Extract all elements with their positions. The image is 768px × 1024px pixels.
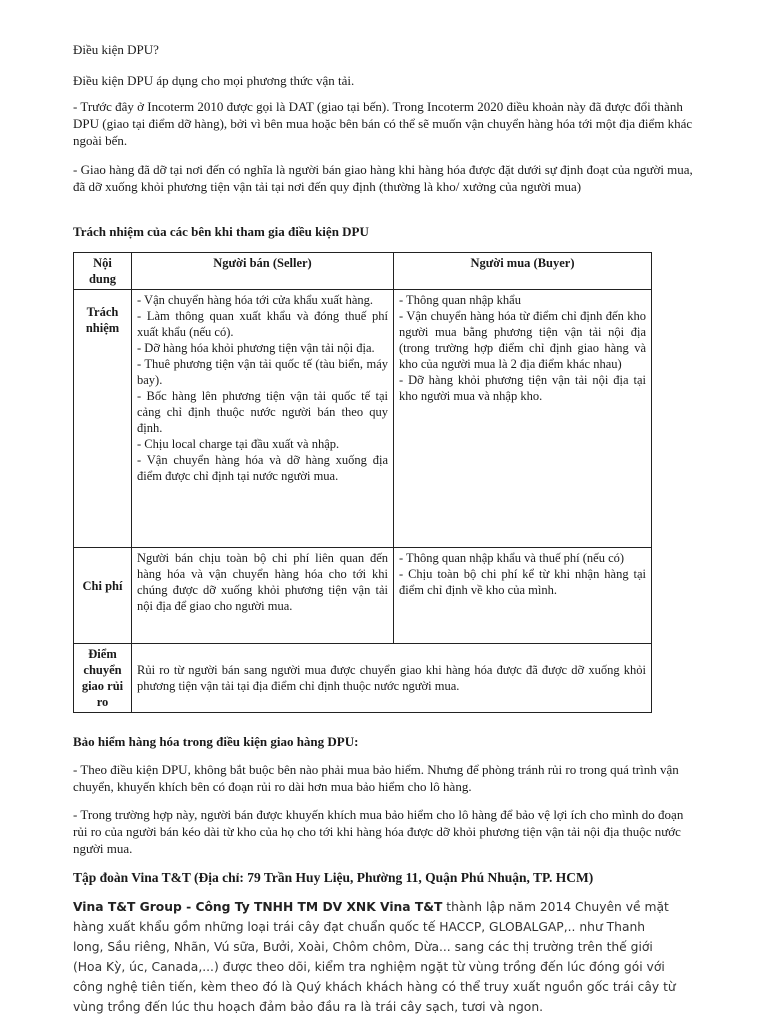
row-label-responsibility: Trách nhiệm <box>74 290 132 548</box>
list-item: - Bốc hàng lên phương tiện vận tải quốc tế tại cảng chỉ định thuộc nước người bán theo quy định. <box>137 389 388 435</box>
table-header-row <box>74 253 652 290</box>
risk-transfer-text: Rủi ro từ người bán sang người mua được chuyển giao khi hàng hóa được đã được dỡ xuống khỏi phương tiện vận tải tại địa điểm chỉ định thuộc nước người mua. <box>132 644 652 713</box>
list-item: - Vận chuyển hàng hóa từ điểm chỉ định đến kho người mua bằng phương tiện vận tải nội địa (trong trường hợp điểm chỉ định giao hàng và kho của người mua là 2 địa điểm khác nhau) <box>399 309 646 371</box>
header-seller: Người bán (Seller) <box>132 253 394 290</box>
company-name: Vina T&T Group - Công Ty TNHH TM DV XNK Vina T&T <box>73 900 443 914</box>
list-item: Người bán chịu toàn bộ chi phí liên quan đến hàng hóa và vận chuyển hàng hóa cho tới khi chúng được dỡ xuống khỏi phương tiện vận tải nội địa để giao cho người mua. <box>137 551 388 613</box>
insurance-paragraph-2: - Trong trường hợp này, người bán được khuyến khích mua bảo hiểm cho lô hàng để bảo vệ lợi ích cho mình do đoạn rủi ro của người bán kéo dài từ kho của họ cho tới khi hàng hóa được dỡ khỏi phương tiện vận tải nội địa thuộc nước người mua. <box>73 807 684 856</box>
row-label-cost: Chi phí <box>74 548 132 644</box>
list-item: - Chịu toàn bộ chi phí kể từ khi nhận hàng tại điểm chỉ định về kho của mình. <box>399 567 646 597</box>
table-row <box>74 290 652 548</box>
header-buyer: Người mua (Buyer) <box>394 253 652 290</box>
intro-scope: Điều kiện DPU áp dụng cho mọi phương thức vận tải. <box>73 73 355 88</box>
company-description-text: thành lập năm 2014 Chuyên về mặt hàng xuất khẩu gồm những loại trái cây đạt chuẩn quốc tế HACCP, GLOBALGAP,.. như Thanh long, Sầu riêng, Nhãn, Vú sữa, Bưởi, Xoài, Chôm chôm, Dừa... sang các thị trường trên thế giới (Hoa Kỳ, úc, Canada,...) được theo dõi, kiểm tra nghiệm ngặt từ vùng trồng đến lúc đóng gói với công nghệ tiên tiến, kèm theo đó là Quý khách khách hàng có thể truy xuất nguồn gốc trái cây từ vùng trồng đến lúc thu hoạch đảm bảo đầu ra là trái cây sạch, tươi và ngon. <box>73 900 676 1014</box>
insurance-heading: Bảo hiểm hàng hóa trong điều kiện giao hàng DPU: <box>73 734 359 749</box>
company-description <box>73 897 678 1017</box>
seller-responsibility <box>132 290 394 548</box>
header-content: Nội dung <box>74 253 132 290</box>
seller-cost <box>132 548 394 644</box>
table-row <box>74 644 652 713</box>
insurance-paragraph-1: - Theo điều kiện DPU, không bắt buộc bên nào phải mua bảo hiểm. Nhưng để phòng tránh rủi ro trong quá trình vận chuyển, khuyến khích bên có đoạn rủi ro dài hơn mua bảo hiểm cho lô hàng. <box>73 762 679 794</box>
intro-meaning: - Giao hàng đã dỡ tại nơi đến có nghĩa là người bán giao hàng khi hàng hóa được đặt dưới sự định đoạt của người mua, đã dỡ xuống khỏi phương tiện vận tải tại nơi đến quy định (thường là kho/ xưởng của người mua) <box>73 162 693 194</box>
list-item: - Chịu local charge tại đầu xuất và nhập. <box>137 437 340 451</box>
table-row <box>74 548 652 644</box>
responsibility-table <box>73 252 652 713</box>
list-item: - Thông quan nhập khẩu và thuế phí (nếu có) <box>399 551 625 565</box>
buyer-responsibility <box>394 290 652 548</box>
list-item: - Vận chuyển hàng hóa tới cửa khẩu xuất hàng. <box>137 293 373 307</box>
list-item: - Thông quan nhập khẩu <box>399 293 521 307</box>
intro-history: - Trước đây ở Incoterm 2010 được gọi là DAT (giao tại bến). Trong Incoterm 2020 điều khoản này đã được đổi thành DPU (giao tại điểm dỡ hàng), bởi vì bên mua hoặc bên bán có thể sẽ muốn vận chuyển hàng hóa tới một địa điểm khác ngoài bến. <box>73 99 693 148</box>
list-item: - Làm thông quan xuất khẩu và đóng thuế phí xuất khẩu (nếu có). <box>137 309 388 339</box>
company-heading: Tập đoàn Vina T&T (Địa chỉ: 79 Trần Huy Liệu, Phường 11, Quận Phú Nhuận, TP. HCM) <box>73 870 594 885</box>
list-item: - Vận chuyển hàng hóa và dỡ hàng xuống địa điểm được chỉ định tại nước người mua. <box>137 453 388 483</box>
responsibility-heading: Trách nhiệm của các bên khi tham gia điều kiện DPU <box>73 224 369 239</box>
row-label-risk-transfer: Điểm chuyển giao rủi ro <box>74 644 132 713</box>
list-item: - Dỡ hàng hóa khỏi phương tiện vận tải nội địa. <box>137 341 375 355</box>
list-item: - Thuê phương tiện vận tải quốc tế (tàu biển, máy bay). <box>137 357 388 387</box>
list-item: - Dỡ hàng khỏi phương tiện vận tải nội địa tại kho người mua và nhập kho. <box>399 373 646 403</box>
buyer-cost <box>394 548 652 644</box>
intro-question: Điều kiện DPU? <box>73 42 159 57</box>
